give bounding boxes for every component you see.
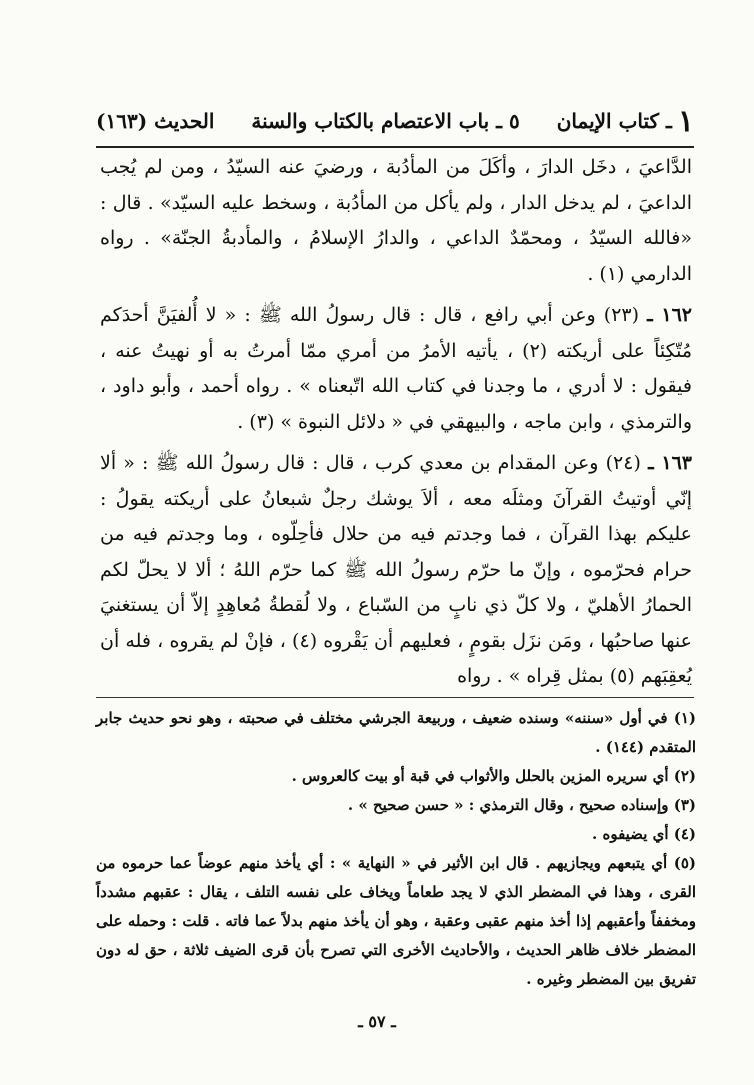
book-title: ـ كتاب الإيمان — [556, 109, 672, 133]
paragraph-text: الدَّاعيَ ، دخَل الدارَ ، وأكَلَ من المأدُبة ، ورضيَ عنه السيّدُ ، ومن لم يُجب الداعيَ ، لم يدخل الدار ، ولم يأكل من المأدُبة ، وسخط عليه السيّد» . قال : «فالله السيّدُ ، ومحمّدٌ الداعي ، والدارُ الإسلامُ ، والمأدبةُ الجنّة» . رواه الدارمي (١) . — [100, 156, 692, 285]
hadith-number: ١٦٢ ـ — [647, 304, 693, 326]
chapter-title: ٥ ـ باب الاعتصام بالكتاب والسنة — [251, 109, 520, 133]
hadith-number: ١٦٣ ـ — [648, 452, 692, 474]
footnote-1: (١) في أول «سننه» وسنده ضعيف ، وربيعة الجرشي مختلف في صحبته ، وهو نحو حديث جابر المتقدم (١٤٤) . — [96, 709, 696, 756]
footnote-4: (٤) أي يضيفوه . — [592, 825, 696, 843]
hadith-label: الحديث (١٦٣) — [96, 109, 215, 133]
page-number: ـ ٥٧ ـ — [358, 1012, 396, 1031]
paragraph-2 — [100, 298, 692, 440]
footnote-2: (٢) أي سريره المزين بالحلل والأثواب في قبة أو بيت كالعروس . — [291, 767, 696, 785]
header-rule — [96, 146, 694, 148]
paragraph-text: (٢٤) وعن المقدام بن معدي كرب ، قال : قال رسولُ الله ﷺ : « ألا إنّي أوتيتُ القرآنَ ومثلَه معه ، ألاَ يوشك رجلٌ شبعانُ على أريكته يقولُ : عليكم بهذا القرآن ، فما وجدتم فيه من حلال فأحِلّوه ، وما وجدتم فيه من حرام فحرّموه ، وإنّ ما حرّم رسولُ الله ﷺ كما حرّم اللهُ ؛ ألا لا يحلّ لكم الحمارُ الأهليّ ، ولا كلّ ذي نابٍ من السّباع ، ولا لُقطةُ مُعاهِدٍ إلاّ أن يستغنيَ عنها صاحبُها ، ومَن نزَل بقومٍ ، فعليهم أن يَقْروه (٤) ، فإنْ لم يقروه ، فله أن يُعقِبَهم (٥) بمثل قِراه » . رواه — [100, 452, 692, 687]
page-header — [96, 100, 694, 142]
footnote-rule — [96, 697, 694, 698]
main-text — [100, 150, 692, 701]
paragraph-3 — [100, 446, 692, 695]
paragraph-1 — [100, 150, 692, 292]
part-number: ١ — [677, 103, 694, 139]
footnotes — [96, 704, 696, 994]
paragraph-text: (٢٣) وعن أبي رافع ، قال : قال رسولُ الله ﷺ : « لا أُلفيَنَّ أحدَكم مُتّكِئاً على أريكته (٢) ، يأتيه الأمرُ من أمري ممّا أمرتُ به أو نهيتُ عنه ، فيقول : لا أدري ، ما وجدنا في كتاب الله اتّبعناه » . رواه أحمد ، وأبو داود ، والترمذي ، وابن ماجه ، والبيهقي في « دلائل النبوة » (٣) . — [100, 304, 693, 433]
footnote-3: (٣) وإسناده صحيح ، وقال الترمذي : « حسن صحيح » . — [347, 796, 696, 814]
header-book — [557, 104, 694, 139]
footnote-5: (٥) أي يتبعهم ويجازيهم . قال ابن الأثير في « النهاية » : أي يأخذ منهم عوضاً عما حرموه من القرى ، وهذا في المضطر الذي لا يجد طعاماً ويخاف على نفسه التلف ، يقال : عقبهم مشدداً ومخففاً وأعقبهم إذا أخذ منهم عقبى وعقبة ، وهو أن يأخذ منهم بدلاً عما فاته . قلت : وحمله على المضطر خلاف ظاهر الحديث ، والأحاديث الأخرى التي تصرح بأن قرى الضيف ثلاثة ، حق له دون تفريق بين المضطر وغيره . — [96, 854, 696, 988]
